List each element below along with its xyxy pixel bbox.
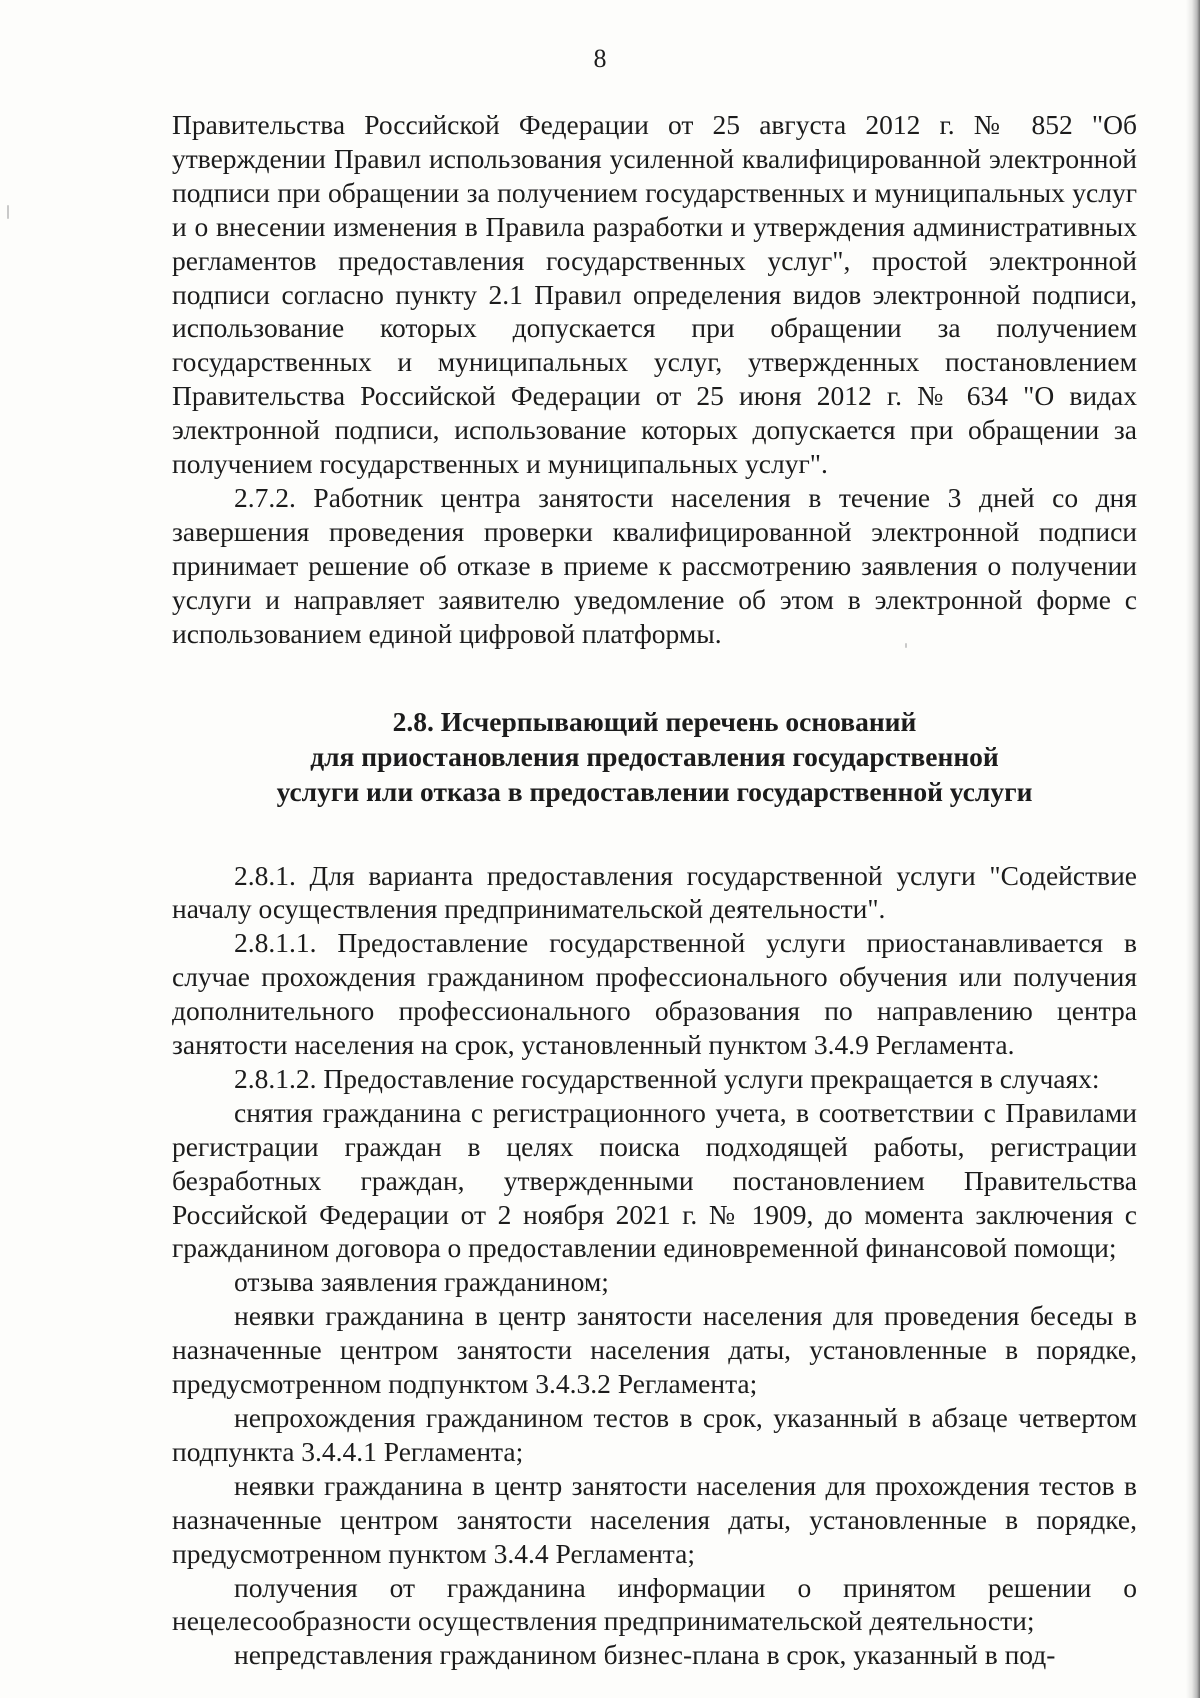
document-body — [172, 108, 1137, 1672]
list-item: получения от гражданина информации о принятом решении о нецелесообразности осуществления предпринимательской деятельности; — [172, 1571, 1137, 1637]
paragraph-2-8-1-1: 2.8.1.1. Предоставление государственной услуги приостанавливается в случае прохождения гражданином профессионального обучения или получения дополнительного профессионального образования по направлению центра занятости населения на срок, установленный пунктом 3.4.9 Регламента. — [172, 927, 1137, 1061]
scan-edge-shadow — [1186, 0, 1200, 1698]
list-item: неявки гражданина в центр занятости населения для проведения беседы в назначенные центром занятости населения даты, установленные в порядке, предусмотренном подпунктом 3.4.3.2 Регламента; — [172, 1300, 1137, 1400]
heading-line: для приостановления предоставления государственной — [310, 740, 999, 772]
heading-line: 2.8. Исчерпывающий перечень оснований — [392, 705, 917, 737]
list-item: непредставления гражданином бизнес-плана в срок, указанный в под- — [234, 1639, 1056, 1671]
page-number: 8 — [593, 44, 607, 73]
heading-line: услуги или отказа в предоставлении государственной услуги — [276, 775, 1033, 807]
list-item: непрохождения гражданином тестов в срок, указанный в абзаце четвертом подпункта 3.4.4.1 Регламента; — [172, 1402, 1137, 1467]
paragraph-2-8-1: 2.8.1. Для варианта предоставления государственной услуги "Содействие началу осуществления предпринимательской деятельности". — [172, 859, 1137, 925]
list-item: отзыва заявления гражданином; — [234, 1266, 609, 1298]
paragraph-2-7-2: 2.7.2. Работник центра занятости населения в течение 3 дней со дня завершения проведения проверки квалифицированной электронной подписи принимает решение об отказе в приеме к рассмотрению заявления о получении услуги и направляет заявителю уведомление об этом в электронной форме с использованием единой цифровой платформы. — [172, 481, 1137, 649]
paragraph-continuation: Правительства Российской Федерации от 25 августа 2012 г. № 852 "Об утверждении Правил использования усиленной квалифицированной электронной подписи при обращении за получением государственных и муниципальных услуг и о внесении изменения в Правила разработки и утверждения административных регламентов предоставления государственных услуг", простой электронной подписи согласно пункту 2.1 Правил определения видов электронной подписи, использование которых допускается при обращении за получением государственных и муниципальных услуг, утвержденных постановлением Правительства Российской Федерации от 25 июня 2012 г. № 634 "О видах электронной подписи, использование которых допускается при обращении за получением государственных и муниципальных услуг". — [172, 109, 1137, 480]
list-item: снятия гражданина с регистрационного учета, в соответствии с Правилами регистрации граждан в целях поиска подходящей работы, регистрации безработных граждан, утвержденными постановлением Правительства Российской Федерации от 2 ноября 2021 г. № 1909, до момента заключения с гражданином договора о предоставлении единовременной финансовой помощи; — [172, 1096, 1137, 1264]
paragraph-2-8-1-2: 2.8.1.2. Предоставление государственной услуги прекращается в случаях: — [234, 1062, 1100, 1094]
section-heading-2-8 — [172, 704, 1137, 809]
scan-speck — [7, 205, 9, 219]
list-item: неявки гражданина в центр занятости населения для прохождения тестов в назначенные центром занятости населения даты, установленные в порядке, предусмотренном пунктом 3.4.4 Регламента; — [172, 1469, 1137, 1569]
